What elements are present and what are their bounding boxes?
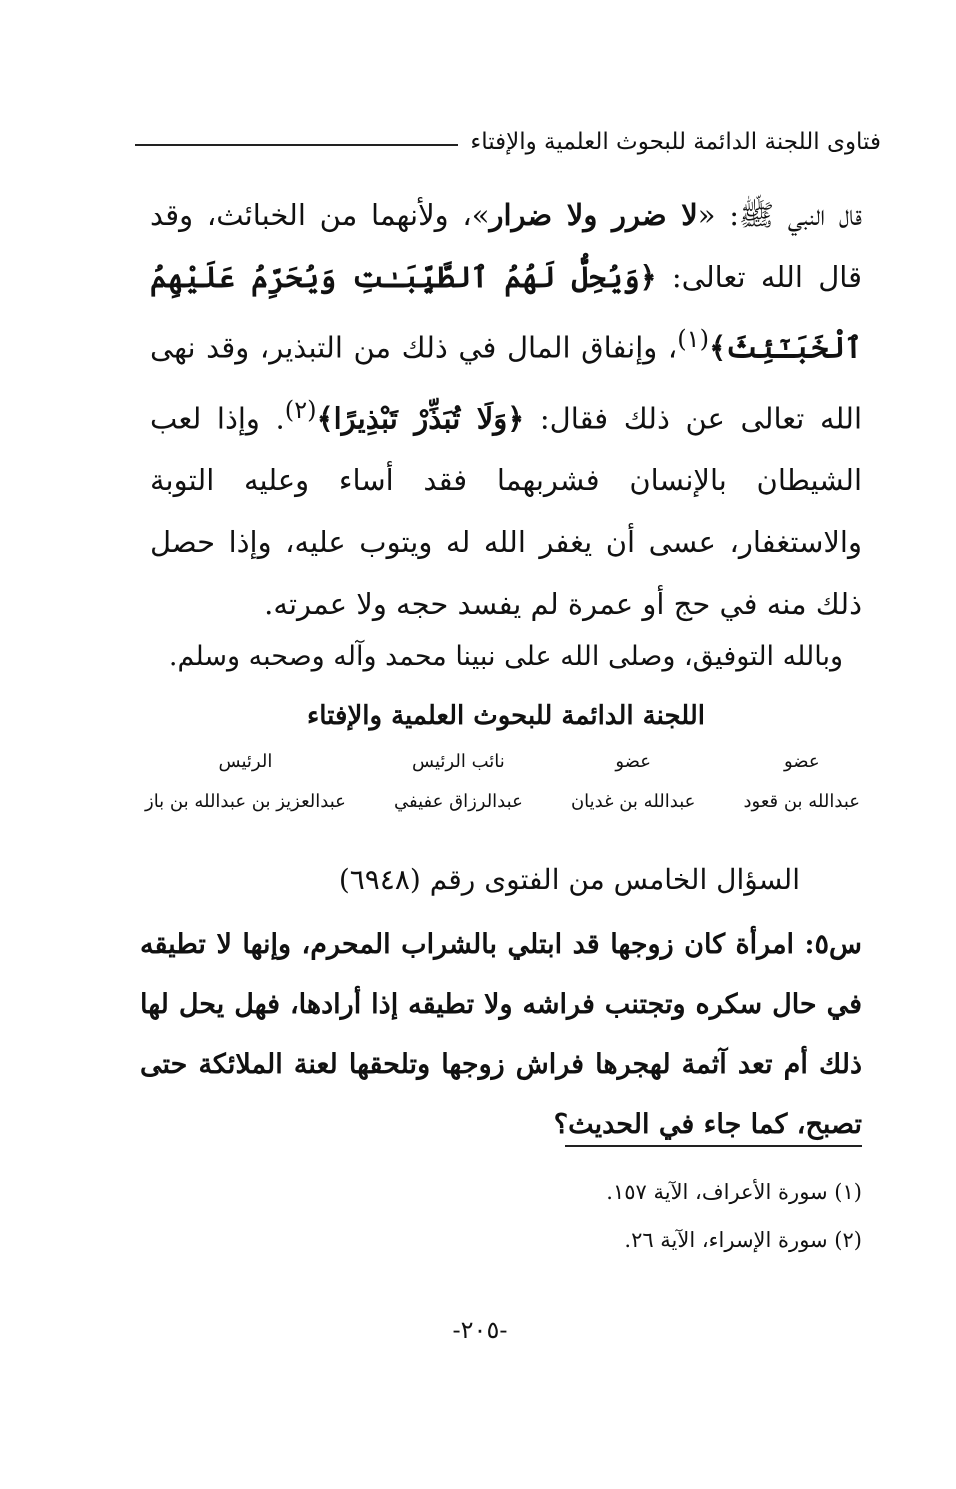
- signatory: [744, 742, 860, 822]
- footnotes: [400, 1168, 862, 1264]
- closing-line: وبالله التوفيق، وصلى الله على نبينا محمد وآله وصحبه وسلم.: [168, 641, 844, 672]
- committee-title: اللجنة الدائمة للبحوث العلمية والإفتاء: [307, 701, 705, 731]
- page-number: -٢٠٥-: [452, 1316, 508, 1344]
- answer-paragraph: قال النبي ﷺ: «لا ضرر ولا ضرار»، ولأنهما من الخبائث، وقد قال الله تعالى: ﴿وَيُحِلُّ لَهُمُ ٱلطَّيِّبَـٰتِ وَيُحَرِّمُ عَلَيْهِمُ ٱلْخَبَـٰٓئِثَ﴾$^{(١)}$، وإنفاق المال في ذلك من التبذير، وقد نهى الله تعالى عن ذلك فقال: ﴿وَلَا تُبَذِّرْ تَبْذِيرًا﴾$^{(٢)}$. وإذا لعب الشيطان بالإنسان فشربهما فقد أساء وعليه التوبة والاستغفار، عسى أن يغفر الله له ويتوب عليه، وإذا حصل ذلك منه في حج أو عمرة لم يفسد حجه ولا عمرته.: [150, 198, 863, 622]
- running-header: [135, 122, 881, 162]
- question-heading: السؤال الخامس من الفتوى رقم (٦٩٤٨): [338, 863, 800, 896]
- signatory: [145, 742, 346, 822]
- signatory-name: عبدالله بن غديان: [570, 791, 696, 812]
- signatory-role: الرئيس: [218, 751, 273, 772]
- question-text: س٥: امرأة كان زوجها قد ابتلي بالشراب المحرم، وإنها لا تطيقه في حال سكره وتجتنب فراشه ولا تطيقه إذا أرادها، فهل يحل لها ذلك أم تعد آثمة لهجرها فراش زوجها وتلحقها لعنة الملائكة حتى تصبح، كما جاء في الحديث؟: [140, 929, 862, 1140]
- signatory-role: عضو: [783, 751, 820, 772]
- signatory: [571, 742, 695, 822]
- signatory-name: عبدالرزاق عفيفي: [394, 791, 523, 812]
- footnote-rule: [565, 1145, 862, 1147]
- header-title: فتاوى اللجنة الدائمة للبحوث العلمية والإفتاء: [470, 129, 881, 155]
- signatures-block: [145, 742, 860, 822]
- signatory: [394, 742, 523, 822]
- footnote: (١) سورة الأعراف، الآية ١٥٧.: [606, 1180, 862, 1204]
- footnote: (٢) سورة الإسراء، الآية ٢٦.: [624, 1228, 862, 1252]
- header-rule: [135, 144, 458, 146]
- signatory-name: عبدالله بن قعود: [743, 791, 860, 812]
- signatory-name: عبدالعزيز بن عبدالله بن باز: [145, 791, 346, 812]
- signatory-role: نائب الرئيس: [412, 751, 505, 772]
- signatory-role: عضو: [615, 751, 651, 772]
